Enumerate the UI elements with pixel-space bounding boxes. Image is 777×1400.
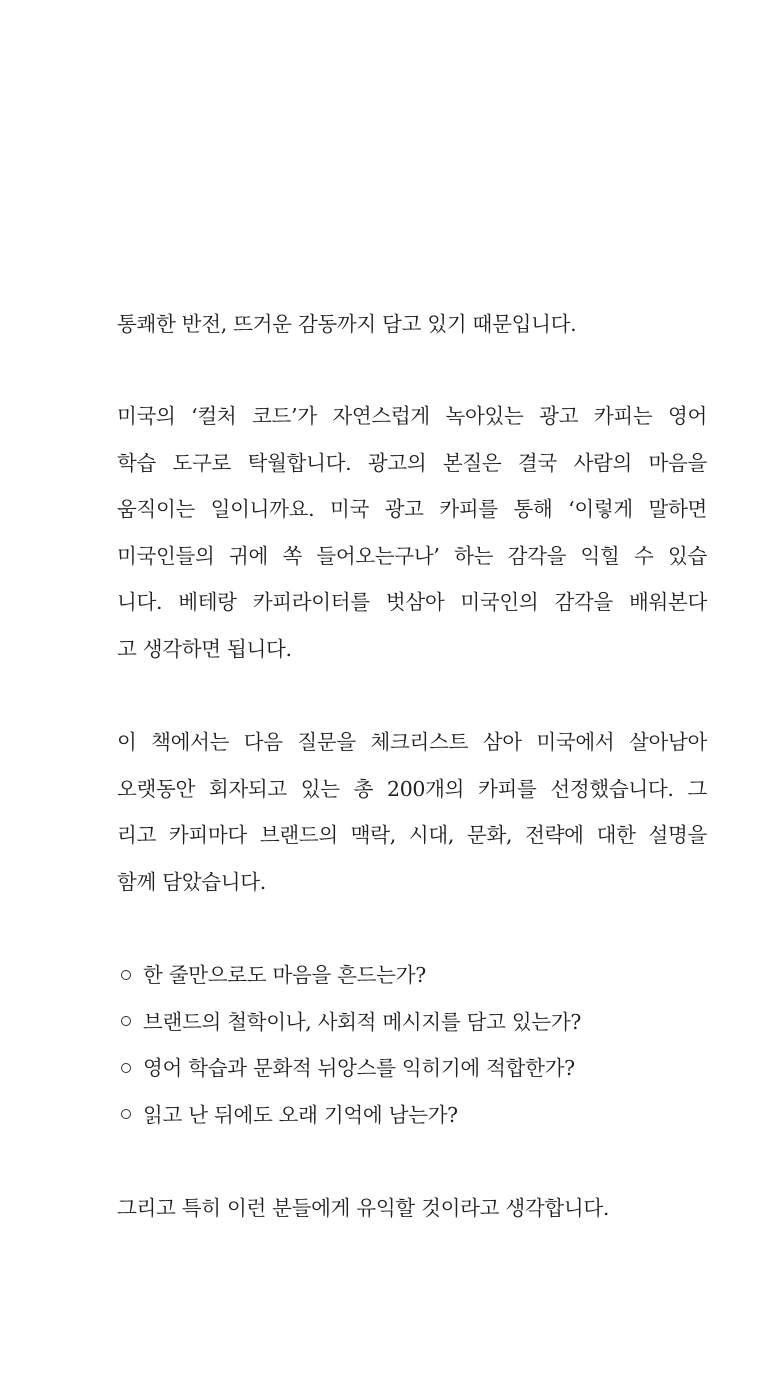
checklist-item-text: 영어 학습과 문화적 뉘앙스를 익히기에 적합한가?	[143, 1056, 575, 1080]
checklist-item-text: 읽고 난 뒤에도 오래 기억에 남는가?	[143, 1102, 458, 1127]
paragraph-line: 니다. 베테랑 카피라이터를 벗삼아 미국인의 감각을 배워본다	[117, 590, 707, 614]
paragraph-line: 통쾌한 반전, 뜨거운 감동까지 담고 있기 때문입니다.	[117, 312, 577, 336]
circle-bullet-icon	[121, 1063, 131, 1073]
paragraph-line: 움직이는 일이니까요. 미국 광고 카피를 통해 ‘이렇게 말하면	[117, 497, 707, 521]
circle-bullet-icon	[121, 1109, 131, 1119]
paragraph-culture-code	[117, 393, 707, 672]
paragraph-line: 그리고 특히 이런 분들에게 유익할 것이라고 생각합니다.	[117, 1196, 610, 1220]
paragraph-selection-criteria	[117, 719, 707, 905]
paragraph-line: 이 책에서는 다음 질문을 체크리스트 삼아 미국에서 살아남아	[117, 730, 707, 754]
paragraph-line: 고 생각하면 됩니다.	[117, 636, 292, 661]
circle-bullet-icon	[121, 970, 131, 980]
checklist-item	[117, 1045, 707, 1092]
paragraph-line: 학습 도구로 탁월합니다. 광고의 본질은 결국 사람의 마음을	[117, 450, 707, 475]
checklist-item	[117, 999, 707, 1046]
checklist-item	[117, 952, 707, 999]
circle-bullet-icon	[121, 1016, 131, 1026]
paragraph-audience	[117, 1185, 707, 1232]
paragraph-line: 리고 카피마다 브랜드의 맥락, 시대, 문화, 전략에 대한 설명을	[117, 823, 707, 847]
checklist	[117, 952, 707, 1138]
paragraph-intro-end	[117, 301, 707, 348]
checklist-item	[117, 1092, 707, 1139]
checklist-item-text: 한 줄만으로도 마음을 흔드는가?	[143, 963, 426, 987]
paragraph-line: 미국의 ‘컬처 코드’가 자연스럽게 녹아있는 광고 카피는 영어	[117, 404, 707, 428]
paragraph-line: 미국인들의 귀에 쏙 들어오는구나’ 하는 감각을 익힐 수 있습	[117, 543, 707, 568]
checklist-item-text: 브랜드의 철학이나, 사회적 메시지를 담고 있는가?	[143, 1009, 582, 1034]
paragraph-line: 함께 담았습니다.	[117, 869, 266, 894]
paragraph-line: 오랫동안 회자되고 있는 총 200개의 카피를 선정했습니다. 그	[117, 776, 707, 801]
